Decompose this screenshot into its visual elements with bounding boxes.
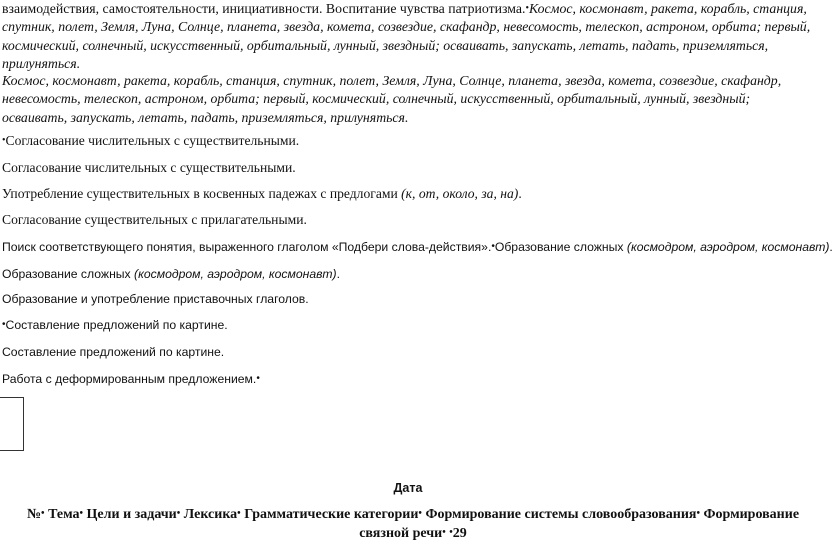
vocabulary-list: Космос, космонавт, ракета, корабль, станция, спутник, полет, Земля, Луна, Солнце, планета, звезда, комета, созвездие, скафандр, невесомость, телескоп, астроном, орбита; первый, космический, солнечный, искусственный, орбитальный, лунный, звездный; осваивать, запускать, летать, падать, приземляться, прилуняться. <box>2 1 811 71</box>
line-text: Образование сложных <box>2 267 131 281</box>
line-text: Составление предложений по картине. <box>5 318 228 332</box>
line-italic: (к, от, около, за, на) <box>401 186 519 201</box>
bullet-icon: • <box>2 135 6 146</box>
line-adjectives: Согласование существительных с прилагательными. <box>2 212 307 227</box>
paragraph-intro <box>2 0 814 73</box>
line-text: Согласование числительных с существительными. <box>5 133 300 148</box>
bullet-icon: • <box>2 319 6 330</box>
date-label: Дата <box>393 481 423 495</box>
line-search-action-words <box>2 240 833 254</box>
period: . <box>829 240 833 254</box>
bullet-icon: • <box>696 508 700 519</box>
line-text: Употребление существительных в косвенных падежах с предлогами <box>2 186 398 201</box>
box-border-top <box>0 397 23 398</box>
box-border-right <box>23 397 24 451</box>
bullet-icon: • <box>418 508 422 519</box>
bullet-icon: • <box>79 508 84 519</box>
header-lexics: Лексика <box>183 507 238 522</box>
header-goals: Цели и задачи <box>86 507 177 522</box>
box-border-bottom <box>0 450 23 451</box>
line-numerals-1 <box>2 133 299 149</box>
bullet-icon: • <box>237 508 241 519</box>
header-num: № <box>26 507 42 522</box>
bullet-icon: • <box>449 527 453 538</box>
bullet-icon: • <box>442 527 446 538</box>
period: . <box>336 267 340 281</box>
bullet-icon: • <box>41 508 45 519</box>
header-tema: Тема <box>48 507 80 522</box>
bullet-icon: • <box>176 508 181 519</box>
header-page: 29 <box>452 526 467 541</box>
line-deformed-sentence <box>2 372 260 386</box>
period: . <box>518 186 522 201</box>
table-header <box>18 505 808 543</box>
line-numerals-2: Согласование числительных с существительными. <box>2 160 296 175</box>
line-text: Работа с деформированным предложением. <box>2 372 257 386</box>
paragraph-vocabulary: Космос, космонавт, ракета, корабль, станция, спутник, полет, Земля, Луна, Солнце, планета, звезда, комета, созвездие, скафандр, невесомость, телескоп, астроном, орбита; первый, космический, солнечный, искусственный, орбитальный, лунный, звездный; осваивать, запускать, летать, падать, приземляться, прилуняться. <box>2 73 782 125</box>
intro-text: взаимодействия, самостоятельности, инициативности. Воспитание чувства патриотизма. <box>2 1 526 16</box>
line-prepositions <box>2 186 522 202</box>
header-speech: Формирование связной речи <box>359 507 800 541</box>
line-picture-sentences-2: Составление предложений по картине. <box>2 345 225 359</box>
bullet-icon: • <box>256 373 260 384</box>
line-italic: (космодром, аэродром, космонавт) <box>626 240 830 254</box>
bullet-icon: • <box>491 241 495 252</box>
header-wordform: Формирование системы словообразования <box>425 507 697 522</box>
line-picture-sentences-1 <box>2 318 228 332</box>
line-italic: (космодром, аэродром, космонавт) <box>134 267 337 281</box>
header-grammar: Грамматические категории <box>244 507 419 522</box>
line-compound-words <box>2 267 340 281</box>
line-text-2: Образование сложных <box>494 240 624 254</box>
line-prefix-verbs: Образование и употребление приставочных глаголов. <box>2 292 309 306</box>
line-text: Поиск соответствующего понятия, выраженного глаголом «Подбери слова-действия». <box>2 240 492 254</box>
bullet-icon: • <box>525 3 529 14</box>
